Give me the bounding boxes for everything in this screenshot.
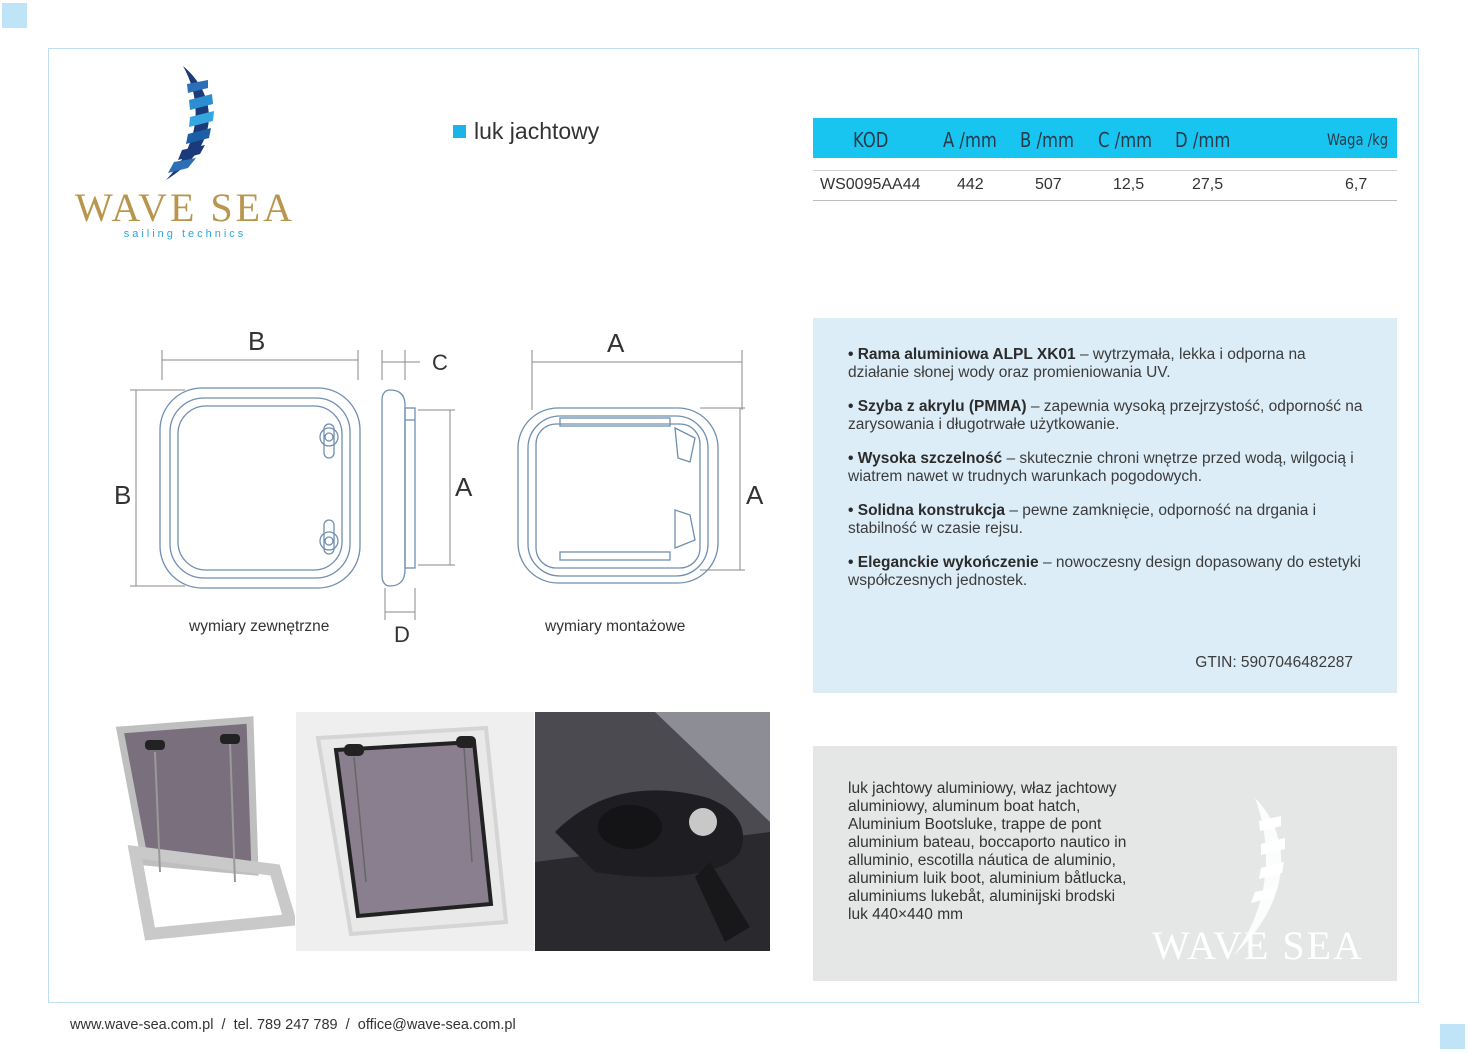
footer-separator: / <box>345 1017 350 1033</box>
dim-label-a-right: A <box>746 480 764 510</box>
cell-waga: 6,7 <box>1345 176 1368 193</box>
gtin-code: GTIN: 5907046482287 <box>1195 654 1353 671</box>
header-a: A /mm <box>943 128 997 152</box>
keywords-text: luk jachtowy aluminiowy, właz jachtowy aluminiowy, aluminum boat hatch, Aluminium Bootsluke, trappe de pont aluminium bateau, boccaporto nautico in alluminio, escotilla náutica de aluminio, aluminium luik boot, aluminium båtlucka, aluminiums lukebåt, aluminijski brodski luk 440×440 mm <box>848 780 1127 923</box>
dim-label-d: D <box>394 622 410 647</box>
feature-item: • Solidna konstrukcja – pewne zamknięcie, odporność na drgania i stabilność w czasie rejsu. <box>848 502 1317 537</box>
feature-item: • Eleganckie wykończenie – nowoczesny design dopasowany do estetyki współczesnych jednostek. <box>848 554 1361 589</box>
cell-b: 507 <box>1035 176 1062 193</box>
title-bullet-square <box>453 125 466 138</box>
cell-kod: WS0095AA44 <box>820 176 921 193</box>
footer-email-link[interactable]: office@wave-sea.com.pl <box>357 1017 516 1033</box>
brand-tagline: sailing technics <box>123 228 247 240</box>
dim-label-b-left: B <box>114 480 132 510</box>
footer-phone[interactable]: tel. 789 247 789 <box>233 1017 338 1033</box>
header-c: C /mm <box>1098 128 1153 152</box>
hatch-outer-drawing <box>100 320 800 650</box>
technical-drawings <box>100 320 800 650</box>
spec-table <box>813 118 1397 201</box>
brand-name: WAVE SEA <box>75 185 295 230</box>
footer-separator: / <box>221 1017 226 1033</box>
product-title <box>453 118 599 145</box>
spec-table-header <box>813 118 1397 158</box>
keywords-box <box>813 746 1397 981</box>
header-waga: Waga /kg <box>1327 130 1389 149</box>
footer-contact <box>70 1017 516 1033</box>
header-kod: KOD <box>853 128 889 152</box>
hatch-handle-detail-image <box>535 712 770 951</box>
cell-d: 27,5 <box>1192 176 1224 193</box>
outer-dimensions-caption: wymiary zewnętrzne <box>189 618 330 635</box>
dim-label-a-top: A <box>607 328 625 358</box>
hatch-photo-detail <box>535 712 770 951</box>
hatch-open-image <box>100 712 295 951</box>
features-box <box>813 318 1397 693</box>
header-b: B /mm <box>1020 128 1074 152</box>
corner-square-top-left <box>2 3 27 28</box>
feature-item: • Wysoka szczelność – skutecznie chroni wnętrze przed wodą, wilgocią i wiatrem nawet w trudnych warunkach pogodowych. <box>848 450 1354 485</box>
dim-label-b-top: B <box>248 326 266 356</box>
product-title-text: luk jachtowy <box>474 118 600 144</box>
feature-item: • Rama aluminiowa ALPL XK01 – wytrzymała, lekka i odporna na działanie słonej wody oraz promieniowania UV. <box>848 346 1306 381</box>
cell-c: 12,5 <box>1113 176 1145 193</box>
dim-label-a-side: A <box>455 472 473 502</box>
corner-square-bottom-right <box>1440 1024 1465 1049</box>
brand-logo <box>70 62 300 247</box>
hatch-closed-image <box>296 712 534 951</box>
mount-dimensions-caption: wymiary montażowe <box>545 618 686 635</box>
watermark-brand-name: WAVE SEA <box>1152 923 1364 968</box>
hatch-photo-open <box>100 712 295 951</box>
header-d: D /mm <box>1175 128 1231 152</box>
dim-label-c: C <box>432 350 448 375</box>
feature-item: • Szyba z akrylu (PMMA) – zapewnia wysoką przejrzystość, odporność na zarysowania i długotrwałe użytkowanie. <box>848 398 1363 433</box>
hatch-photo-closed <box>296 712 534 951</box>
footer-website-link[interactable]: www.wave-sea.com.pl <box>70 1017 214 1033</box>
cell-a: 442 <box>957 176 984 193</box>
sail-logo-icon <box>70 62 300 187</box>
